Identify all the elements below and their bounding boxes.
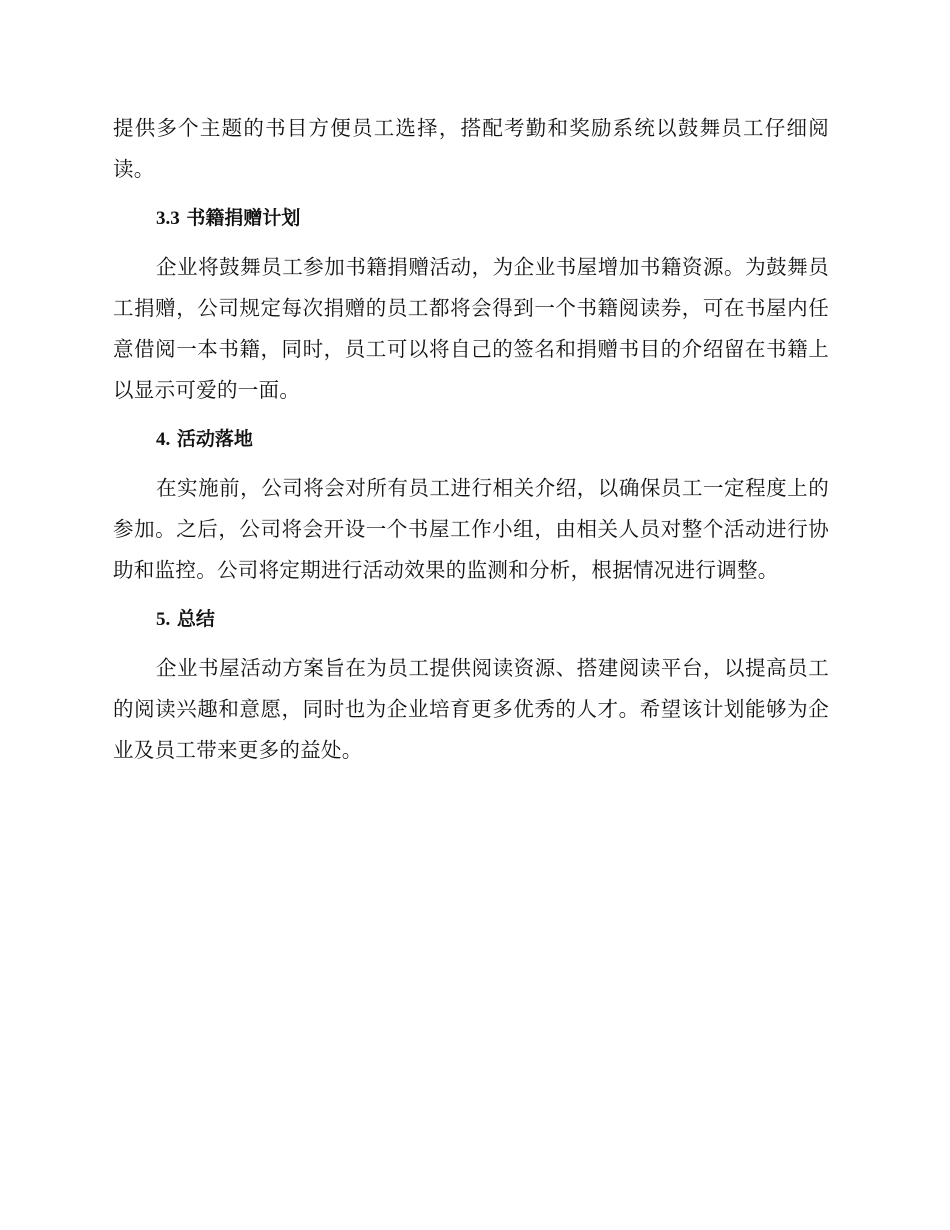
section-body-5: 企业书屋活动方案旨在为员工提供阅读资源、搭建阅读平台，以提高员工的阅读兴趣和意愿，同时也为企业培育更多优秀的人才。希望该计划能够为企业及员工带来更多的益处。: [113, 656, 829, 762]
section-heading-text: 总结: [176, 608, 215, 630]
section-heading-4: [156, 424, 829, 455]
section-body-3-3: 企业将鼓舞员工参加书籍捐赠活动，为企业书屋增加书籍资源。为鼓舞员工捐赠，公司规定每次捐赠的员工都将会得到一个书籍阅读券，可在书屋内任意借阅一本书籍，同时，员工可以将自己的签名和捐赠书目的介绍留在书籍上以显示可爱的一面。: [113, 255, 829, 402]
section-body-4: 在实施前，公司将会对所有员工进行相关介绍，以确保员工一定程度上的参加。之后，公司将会开设一个书屋工作小组，由相关人员对整个活动进行协助和监控。公司将定期进行活动效果的监测和分析，根据情况进行调整。: [113, 476, 829, 582]
section-heading-text: 书籍捐赠计划: [186, 207, 301, 229]
section-heading-5: [156, 604, 829, 635]
section-heading-number: 5.: [156, 609, 171, 630]
section-heading-number: 4.: [156, 429, 171, 450]
section-heading-3-3: [156, 203, 829, 234]
document-body: [113, 108, 829, 771]
section-heading-number: 3.3: [156, 208, 180, 229]
intro-paragraph: 提供多个主题的书目方便员工选择，搭配考勤和奖励系统以鼓舞员工仔细阅读。: [113, 116, 829, 181]
section-heading-text: 活动落地: [176, 428, 253, 450]
